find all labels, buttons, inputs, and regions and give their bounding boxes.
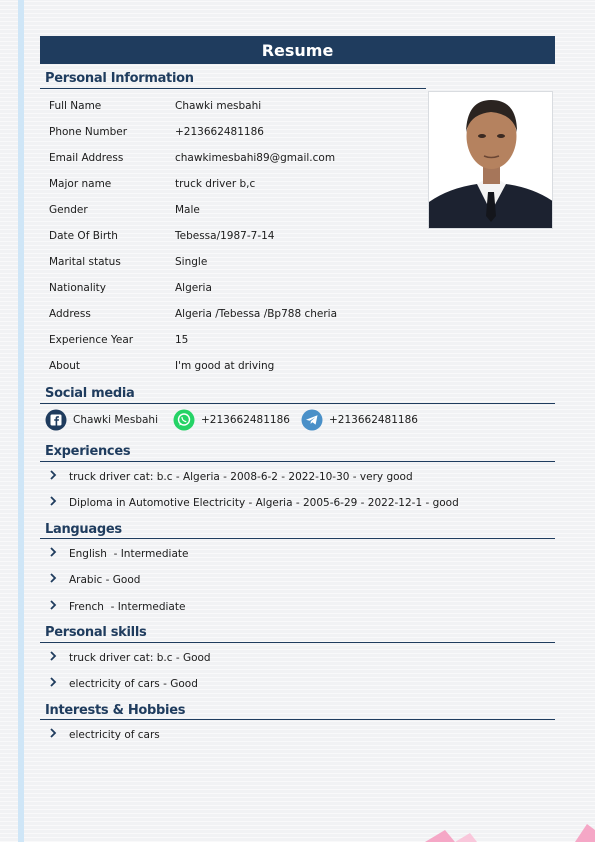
facebook-name: Chawki Mesbahi (73, 414, 159, 426)
skill-text: electricity of cars - Good (69, 678, 198, 690)
section-rule-experiences (40, 461, 555, 462)
info-value: Single (175, 256, 208, 268)
info-value: Algeria (175, 282, 212, 294)
section-rule-personal (40, 88, 426, 89)
experience-text: truck driver cat: b.c - Algeria - 2008-6-2 - 2022-10-30 - very good (69, 471, 413, 483)
chevron-right-icon (48, 571, 58, 585)
section-rule-skills (40, 642, 555, 643)
telegram-number: +213662481186 (329, 414, 418, 426)
whatsapp-number: +213662481186 (201, 414, 290, 426)
profile-photo (428, 91, 553, 229)
chevron-right-icon (48, 598, 58, 612)
info-label: About (49, 360, 81, 372)
chevron-right-icon (48, 649, 58, 663)
info-value: chawkimesbahi89@gmail.com (175, 152, 336, 164)
info-value: Chawki mesbahi (175, 100, 262, 112)
section-rule-social (40, 403, 555, 404)
whatsapp-icon (173, 409, 195, 431)
section-title-experiences: Experiences (45, 444, 131, 459)
hobby-text: electricity of cars (69, 729, 160, 741)
section-title-hobbies: Interests & Hobbies (45, 703, 186, 718)
side-accent-strip (18, 0, 24, 842)
language-text: English - Intermediate (69, 548, 189, 560)
language-text: Arabic - Good (69, 574, 141, 586)
info-value: Tebessa/1987-7-14 (175, 230, 275, 242)
section-rule-hobbies (40, 719, 555, 720)
chevron-right-icon (48, 545, 58, 559)
info-label: Phone Number (49, 126, 128, 138)
chevron-right-icon (48, 494, 58, 508)
info-label: Address (49, 308, 91, 320)
info-value: Algeria /Tebessa /Bp788 cheria (175, 308, 338, 320)
info-label: Gender (49, 204, 88, 216)
info-label: Nationality (49, 282, 107, 294)
experience-text: Diploma in Automotive Electricity - Algeria - 2005-6-29 - 2022-12-1 - good (69, 497, 459, 509)
chevron-right-icon (48, 468, 58, 482)
info-label: Experience Year (49, 334, 134, 346)
facebook-icon (45, 409, 67, 431)
info-label: Email Address (49, 152, 124, 164)
info-value: +213662481186 (175, 126, 264, 138)
info-label: Major name (49, 178, 112, 190)
telegram-icon (301, 409, 323, 431)
corner-decoration (415, 802, 595, 842)
info-label: Date Of Birth (49, 230, 118, 242)
chevron-right-icon (48, 726, 58, 740)
section-title-skills: Personal skills (45, 625, 147, 640)
resume-title: Resume (40, 36, 555, 64)
info-label: Marital status (49, 256, 121, 268)
section-title-personal: Personal Information (45, 71, 194, 86)
section-rule-languages (40, 538, 555, 539)
info-value: I'm good at driving (175, 360, 275, 372)
chevron-right-icon (48, 675, 58, 689)
info-label: Full Name (49, 100, 102, 112)
language-text: French - Intermediate (69, 601, 186, 613)
info-value: truck driver b,c (175, 178, 256, 190)
section-title-social: Social media (45, 386, 135, 401)
info-value: Male (175, 204, 200, 216)
skill-text: truck driver cat: b.c - Good (69, 652, 211, 664)
section-title-languages: Languages (45, 522, 122, 537)
info-value: 15 (175, 334, 189, 346)
